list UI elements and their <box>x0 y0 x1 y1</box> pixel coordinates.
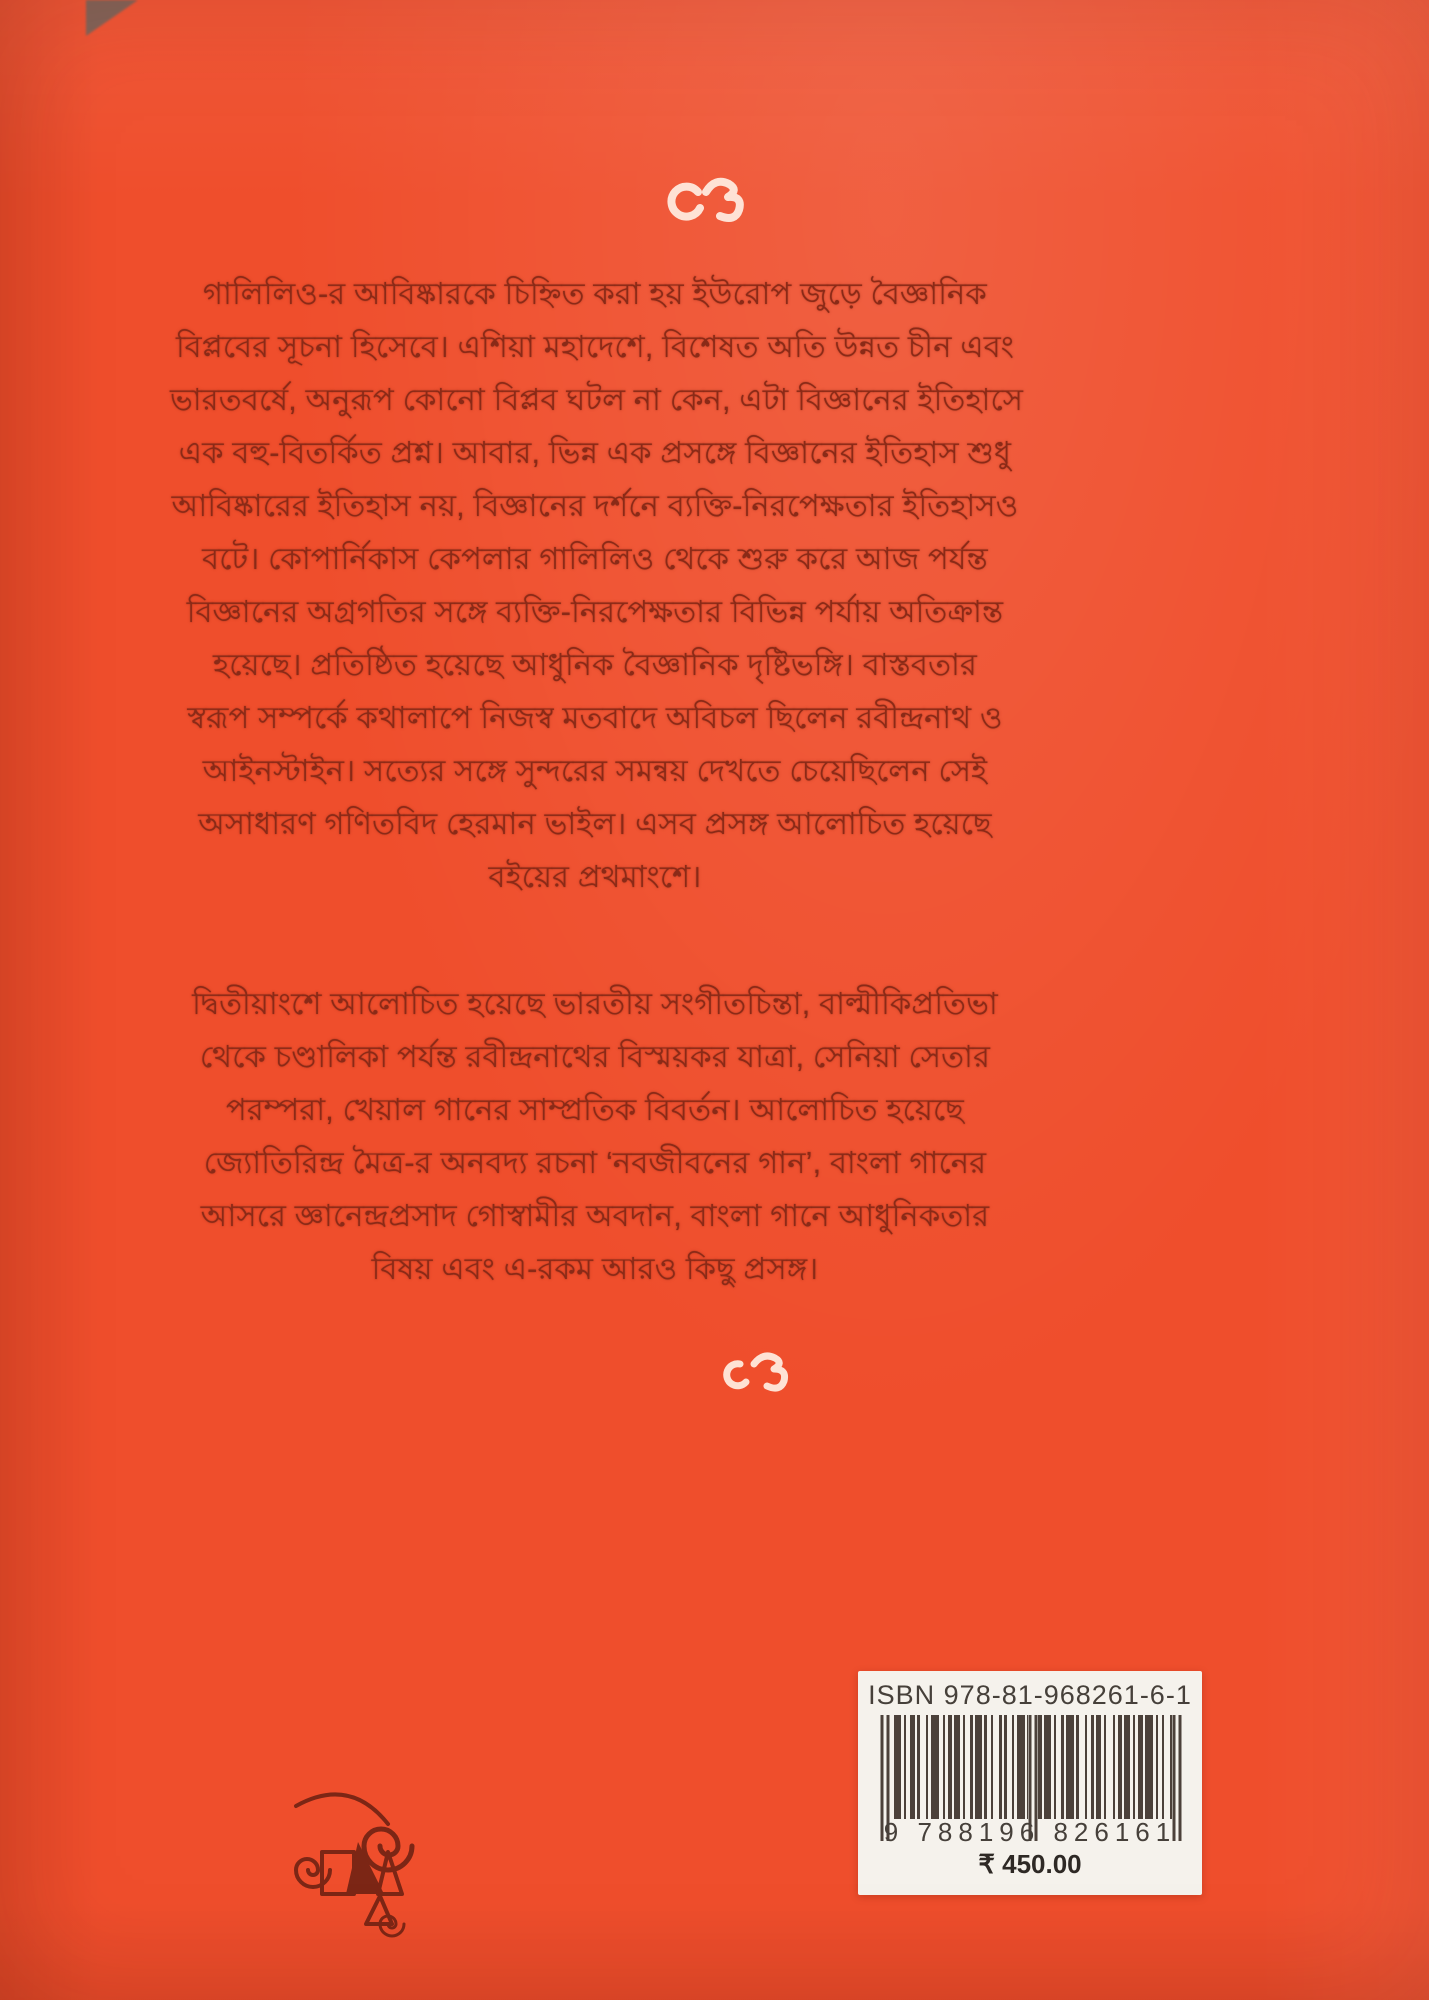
text-line: অসাধারণ গণিতবিদ হেরমান ভাইল। এসব প্রসঙ্গ আলোচিত হয়েছে <box>198 807 992 841</box>
text-line: স্বরূপ সম্পর্কে কথালাপে নিজস্ব মতবাদে অবিচল ছিলেন রবীন্দ্রনাথ ও <box>187 701 1003 735</box>
text-line: ভারতবর্ষে, অনুরূপ কোনো বিপ্লব ঘটল না কেন, এটা বিজ্ঞানের ইতিহাসে <box>170 383 1024 417</box>
text-line: থেকে চণ্ডালিকা পর্যন্ত রবীন্দ্রনাথের বিস্ময়কর যাত্রা, সেনিয়া সেতার <box>199 1040 991 1074</box>
text-line: বিপ্লবের সূচনা হিসেবে। এশিয়া মহাদেশে, বিশেষত অতি উন্নত চীন এবং <box>175 330 1015 364</box>
publisher-logo <box>292 1772 450 1942</box>
text-line: আসরে জ্ঞানেন্দ্রপ্রসাদ গোস্বামীর অবদান, বাংলা গানে আধুনিকতার <box>200 1199 990 1233</box>
text-line: বটে। কোপার্নিকাস কেপলার গালিলিও থেকে শুরু করে আজ পর্যন্ত <box>202 542 988 576</box>
text-line: এক বহু-বিতর্কিত প্রশ্ন। আবার, ভিন্ন এক প্রসঙ্গে বিজ্ঞানের ইতিহাস শুধু <box>178 436 1012 470</box>
text-line: বইয়ের প্রথমাংশে। <box>488 860 702 894</box>
text-line: হয়েছে। প্রতিষ্ঠিত হয়েছে আধুনিক বৈজ্ঞানিক দৃষ্টিভঙ্গি। বাস্তবতার <box>213 648 977 682</box>
synopsis-paragraph-2 <box>170 978 1020 1296</box>
bottom-fleuron-icon <box>706 1338 826 1408</box>
text-line: পরম্পরা, খেয়াল গানের সাম্প্রতিক বিবর্তন। আলোচিত হয়েছে <box>226 1093 964 1127</box>
text-line: বিষয় এবং এ-রকম আরও কিছু প্রসঙ্গ। <box>371 1252 819 1286</box>
text-line: দ্বিতীয়াংশে আলোচিত হয়েছে ভারতীয় সংগীতচিন্তা, বাল্মীকিপ্রতিভা <box>192 987 998 1021</box>
barcode-digits: 9 788196 826161 <box>883 1817 1177 1847</box>
text-line: জ্যোতিরিন্দ্র মৈত্র-র অনবদ্য রচনা ‘নবজীবনের গান’, বাংলা গানের <box>203 1146 987 1180</box>
text-line: আবিষ্কারের ইতিহাস নয়, বিজ্ঞানের দর্শনে ব্যক্তি-নিরপেক্ষতার ইতিহাসও <box>171 489 1019 523</box>
top-fleuron-icon <box>648 158 768 236</box>
photo-corner-artifact <box>86 0 138 36</box>
isbn-label: ISBN 978-81-968261-6-1 <box>868 1680 1192 1710</box>
text-line: গালিলিও-র আবিষ্কারকে চিহ্নিত করা হয় ইউরোপ জুড়ে বৈজ্ঞানিক <box>203 277 987 311</box>
isbn-barcode-panel <box>858 1671 1202 1895</box>
text-line: আইনস্টাইন। সত্যের সঙ্গে সুন্দরের সমন্বয় দেখতে চেয়েছিলেন সেই <box>202 754 988 788</box>
text-line: বিজ্ঞানের অগ্রগতির সঙ্গে ব্যক্তি-নিরপেক্ষতার বিভিন্ন পর্যায় অতিক্রান্ত <box>186 595 1004 629</box>
price-label: ₹ 450.00 <box>978 1849 1082 1879</box>
synopsis-paragraph-1 <box>170 268 1024 904</box>
